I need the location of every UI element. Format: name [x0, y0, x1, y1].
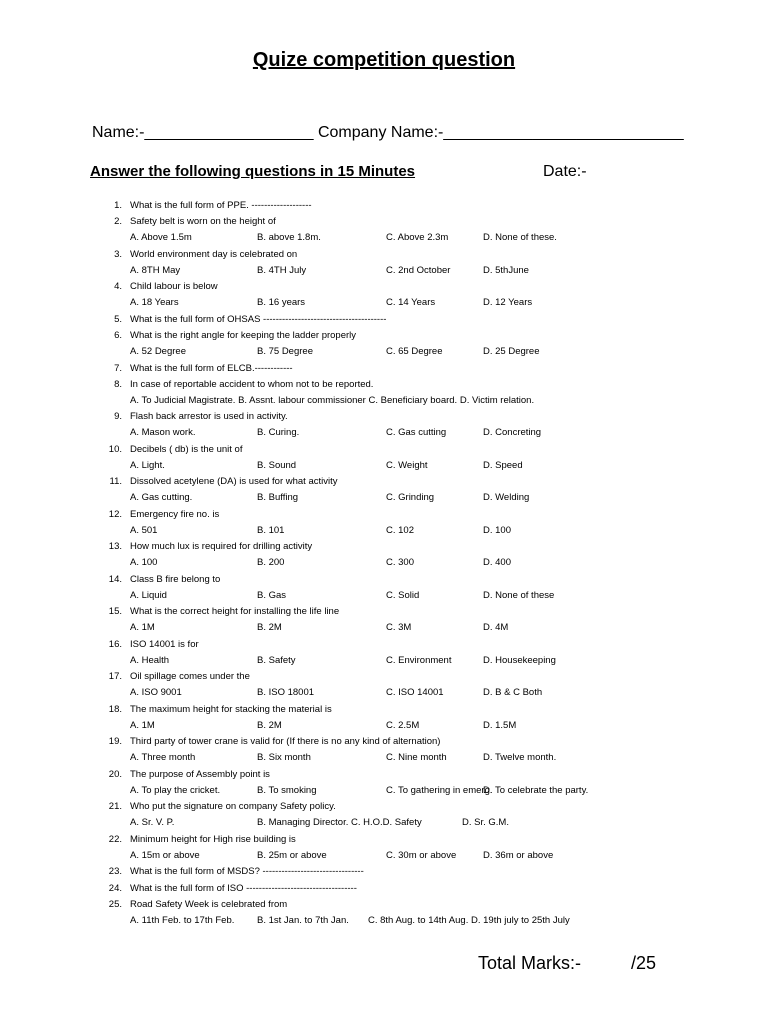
question-text: The maximum height for stacking the material is — [130, 703, 332, 715]
question-number: 13. — [108, 541, 122, 553]
total-marks: Total Marks:- /25 — [478, 953, 657, 973]
answer-option: D. Welding — [483, 492, 530, 504]
answer-option: A. 8TH May — [130, 264, 181, 276]
answer-option: D. 12 Years — [483, 297, 533, 309]
question-text: What is the full form of PPE. ------------------- — [130, 200, 312, 211]
answer-option: B. To smoking — [257, 784, 317, 796]
answer-option: D. None of these. — [483, 232, 557, 244]
answer-option: A. Gas cutting. — [130, 492, 193, 504]
answer-option: D. B & C Both — [483, 687, 543, 699]
answer-option: B. 2M — [257, 719, 282, 731]
answer-option: B. 101 — [257, 524, 285, 536]
question-number: 23. — [108, 866, 122, 878]
answer-option: A. Liquid — [130, 589, 167, 601]
answer-option: A. 501 — [130, 524, 158, 536]
name-company-line: Name:-___________________ Company Name:-___________________________ — [92, 124, 684, 141]
question-item — [0, 246, 768, 279]
answer-option: D. 36m or above — [483, 849, 554, 861]
question-item — [0, 831, 768, 864]
answer-option: B. Gas — [257, 589, 287, 601]
question-item — [0, 571, 768, 604]
question-number: 22. — [108, 833, 122, 845]
answer-option: C. To gathering in emerg. — [386, 784, 493, 796]
answer-option: B. Buffing — [257, 492, 299, 504]
answer-option: C. Solid — [386, 589, 420, 601]
answer-option: D. Concreting — [483, 427, 542, 439]
answer-option: B. 75 Degree — [257, 346, 313, 357]
question-number: 7. — [114, 362, 122, 374]
answer-option: B. 1st Jan. to 7th Jan. — [257, 914, 349, 926]
question-item — [0, 538, 768, 571]
answer-option: A. Above 1.5m — [130, 232, 192, 244]
answer-option: B. Managing Director. C. H.O.D. Safety — [257, 817, 422, 829]
answer-option: C. 8th Aug. to 14th Aug. D. 19th july to 25th July — [368, 914, 570, 926]
question-text: What is the full form of OHSAS --------------------------------------- — [130, 313, 387, 325]
question-number: 12. — [108, 508, 122, 520]
question-text: Class B fire belong to — [130, 573, 221, 585]
question-item — [0, 213, 768, 246]
answer-option: D. 400 — [483, 557, 511, 569]
answer-option: C. 300 — [386, 557, 414, 569]
answer-option: C. Nine month — [386, 752, 447, 764]
answer-option: A. 1M — [130, 719, 155, 731]
question-text: How much lux is required for drilling activity — [130, 541, 313, 553]
question-text: Third party of tower crane is valid for (If there is no any kind of alternation) — [130, 736, 441, 748]
answer-option: D. Speed — [483, 459, 523, 471]
answer-option: A. 18 Years — [130, 297, 179, 309]
question-item — [0, 603, 768, 636]
answer-option: B. 16 years — [257, 297, 306, 309]
question-text: Road Safety Week is celebrated from — [130, 898, 288, 910]
question-number: 4. — [114, 281, 122, 293]
question-item — [0, 863, 768, 879]
question-number: 8. — [114, 378, 122, 390]
question-item — [0, 880, 768, 896]
answer-option: D. None of these — [483, 589, 555, 601]
question-text: What is the full form of MSDS? -------------------------------- — [130, 866, 364, 878]
answer-option: C. 2.5M — [386, 719, 420, 731]
answer-option: B. Six month — [257, 752, 311, 764]
answer-option: C. Gas cutting — [386, 427, 447, 439]
question-number: 20. — [108, 768, 122, 780]
question-item — [0, 506, 768, 539]
answer-option: A. 1M — [130, 622, 155, 634]
question-text: The purpose of Assembly point is — [130, 768, 270, 780]
question-number: 21. — [108, 801, 122, 813]
answer-option: B. 25m or above — [257, 849, 327, 861]
answer-option: B. Curing. — [257, 427, 300, 439]
question-text: Minimum height for High rise building is — [130, 833, 296, 845]
question-number: 10. — [108, 443, 122, 455]
answer-option: A. Sr. V. P. — [130, 817, 175, 829]
answer-option: A. 15m or above — [130, 849, 200, 861]
question-number: 24. — [108, 882, 122, 894]
question-text: Flash back arrestor is used in activity. — [130, 411, 288, 423]
answer-option: D. Twelve month. — [483, 752, 557, 764]
question-item — [0, 668, 768, 701]
question-text: What is the correct height for installing the life line — [130, 606, 340, 618]
answer-option: B. above 1.8m. — [257, 232, 321, 244]
answer-option: C. 102 — [386, 524, 414, 536]
answer-option: A. Health — [130, 654, 170, 666]
date-label: Date:- — [543, 163, 587, 180]
question-number: 3. — [114, 248, 122, 260]
question-text: ISO 14001 is for — [130, 638, 199, 650]
question-item — [0, 441, 768, 474]
question-text: Emergency fire no. is — [130, 508, 220, 520]
question-item — [0, 278, 768, 311]
question-text: What is the full form of ISO ----------------------------------- — [130, 882, 357, 894]
question-number: 16. — [108, 638, 122, 650]
answer-option: C. 2nd October — [386, 264, 451, 276]
answer-option: C. 65 Degree — [386, 346, 443, 357]
question-item — [0, 197, 768, 213]
question-item — [0, 473, 768, 506]
answer-option: A. Mason work. — [130, 427, 196, 439]
question-number: 15. — [108, 606, 122, 618]
answer-option: B. ISO 18001 — [257, 687, 315, 699]
answer-option: A. To play the cricket. — [130, 784, 221, 796]
question-text: Safety belt is worn on the height of — [130, 216, 276, 228]
question-text: Child labour is below — [130, 281, 218, 293]
question-number: 14. — [108, 573, 122, 585]
answer-option: B. 200 — [257, 557, 285, 569]
question-number: 1. — [114, 200, 122, 211]
answer-option: D. Housekeeping — [483, 654, 556, 666]
question-item — [0, 376, 768, 409]
question-number: 6. — [114, 330, 122, 341]
question-number: 2. — [114, 216, 122, 228]
answer-option: D. 100 — [483, 524, 511, 536]
question-text: Dissolved acetylene (DA) is used for what activity — [130, 476, 338, 488]
question-number: 17. — [108, 671, 122, 683]
answer-option: C. Weight — [386, 459, 428, 471]
answer-option: B. 4TH July — [257, 264, 307, 276]
question-number: 18. — [108, 703, 122, 715]
question-text: Oil spillage comes under the — [130, 671, 250, 683]
answer-option: B. Safety — [257, 654, 296, 666]
question-number: 25. — [108, 898, 122, 910]
question-item — [0, 733, 768, 766]
answer-option: B. 2M — [257, 622, 282, 634]
answer-option: C. 30m or above — [386, 849, 457, 861]
instruction: Answer the following questions in 15 Minutes — [90, 163, 416, 180]
question-text: World environment day is celebrated on — [130, 248, 298, 260]
answer-option: D. To celebrate the party. — [483, 784, 589, 796]
question-item — [0, 798, 768, 831]
question-list — [0, 197, 768, 928]
answer-option: C. 14 Years — [386, 297, 436, 309]
answer-option: C. Environment — [386, 654, 452, 666]
answer-option: A. To Judicial Magistrate. B. Assnt. labour commissioner C. Beneficiary board. D. Victim relation. — [130, 394, 535, 406]
page-title: Quize competition question — [252, 49, 516, 71]
question-number: 5. — [114, 313, 122, 325]
answer-option: C. Above 2.3m — [386, 232, 449, 244]
question-text: What is the right angle for keeping the ladder properly — [130, 330, 357, 341]
question-number: 11. — [109, 476, 122, 488]
question-item — [0, 327, 768, 360]
answer-option: A. Light. — [130, 459, 165, 471]
answer-option: D. 5thJune — [483, 264, 529, 276]
question-text: What is the full form of ELCB.------------ — [130, 362, 293, 374]
question-text: Decibels ( db) is the unit of — [130, 443, 243, 455]
question-number: 9. — [114, 411, 122, 423]
answer-option: A. 52 Degree — [130, 346, 186, 357]
answer-option: D. 1.5M — [483, 719, 517, 731]
question-text: In case of reportable accident to whom not to be reported. — [130, 378, 374, 390]
question-item — [0, 636, 768, 669]
answer-option: A. ISO 9001 — [130, 687, 182, 699]
question-item — [0, 766, 768, 799]
answer-option: B. Sound — [257, 459, 297, 471]
answer-option: A. Three month — [130, 752, 196, 764]
question-item — [0, 896, 768, 929]
answer-option: D. Sr. G.M. — [462, 817, 509, 829]
answer-option: C. ISO 14001 — [386, 687, 444, 699]
answer-option: D. 4M — [483, 622, 509, 634]
question-item — [0, 311, 768, 327]
answer-option: C. 3M — [386, 622, 412, 634]
question-text: Who put the signature on company Safety policy. — [130, 801, 336, 813]
answer-option: C. Grinding — [386, 492, 435, 504]
answer-option: A. 100 — [130, 557, 158, 569]
answer-option: A. 11th Feb. to 17th Feb. — [130, 914, 235, 926]
question-item — [0, 360, 768, 376]
answer-option: D. 25 Degree — [483, 346, 540, 357]
question-number: 19. — [108, 736, 122, 748]
question-item — [0, 701, 768, 734]
question-item — [0, 408, 768, 441]
